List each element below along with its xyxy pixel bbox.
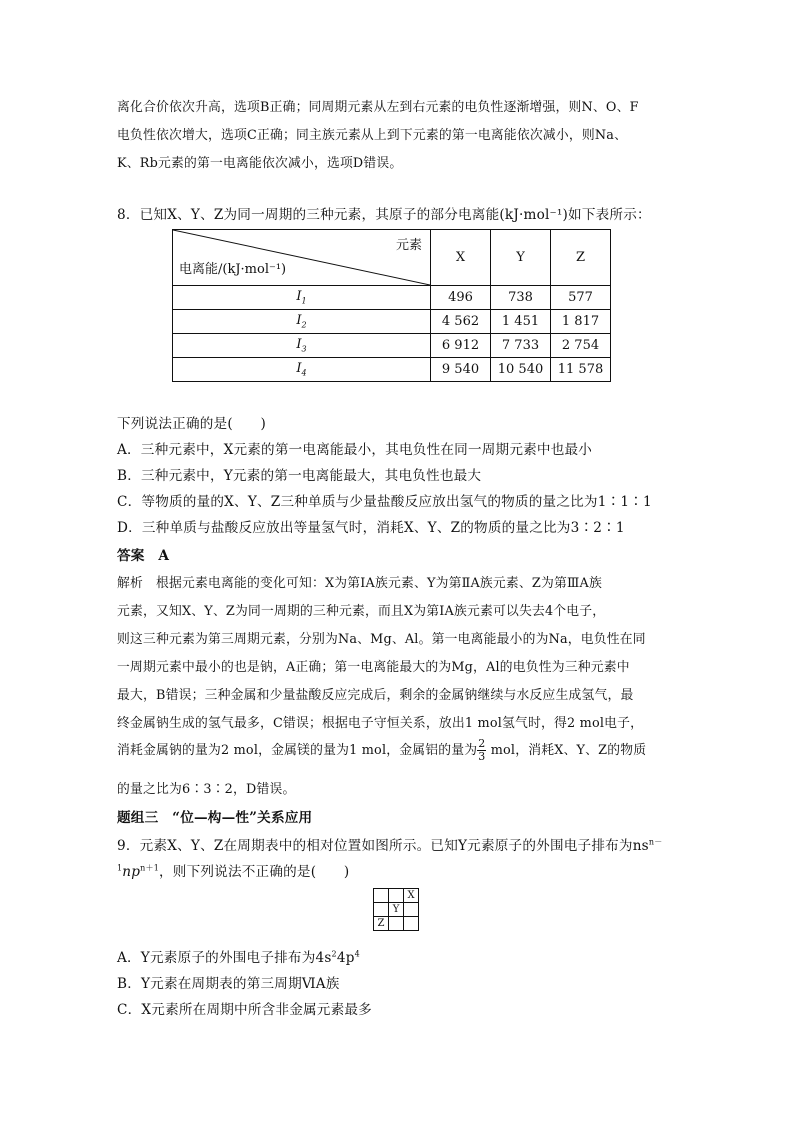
row-label: $I_3$	[173, 334, 431, 358]
analysis-line: 最大，B错误；三种金属和少量盐酸反应完成后，剩余的金属钠继续与水反应生成氢气，最	[117, 688, 634, 703]
ionization-energy-table	[172, 229, 611, 382]
analysis-line: 的量之比为6∶3∶2，D错误。	[117, 782, 296, 797]
q8-prompt: 下列说法正确的是( )	[117, 416, 266, 432]
table-cell: 2 754	[551, 334, 611, 358]
grid-cell	[374, 889, 389, 903]
row-label: $I_2$	[173, 310, 431, 334]
q8-option-b: B．三种元素中，Y元素的第一电离能最大，其电负性也最大	[117, 468, 482, 484]
column-header-x: X	[431, 230, 491, 286]
analysis-fraction-line: 消耗金属钠的量为2 mol，金属镁的量为1 mol，金属铝的量为 $\frac{2}{3}$ mol，消耗X、Y、Z的物质	[117, 737, 647, 763]
table-cell: 4 562	[431, 310, 491, 334]
q8-stem: 8．已知X、Y、Z为同一周期的三种元素，其原子的部分电离能(kJ·mol⁻¹)如下表所示：	[117, 207, 651, 223]
table-cell: 1 451	[491, 310, 551, 334]
table-row	[173, 334, 611, 358]
grid-cell	[374, 903, 389, 917]
table-cell: 9 540	[431, 358, 491, 382]
table-row	[173, 310, 611, 334]
grid-cell	[404, 917, 419, 931]
column-header-y: Y	[491, 230, 551, 286]
group-heading: 题组三 “位—构—性”关系应用	[117, 810, 313, 826]
table-cell: 6 912	[431, 334, 491, 358]
q8-option-a: A．三种元素中，X元素的第一电离能最小，其电负性在同一周期元素中也最小	[117, 442, 593, 458]
analysis-line: 解析 根据元素电离能的变化可知：X为第ⅠA族元素、Y为第ⅡA族元素、Z为第ⅢA族	[117, 576, 602, 591]
analysis-line: 则这三种元素为第三周期元素，分别为Na、Mg、Al。第一电离能最小的为Na，电负性在同	[117, 632, 646, 647]
table-cell: 738	[491, 286, 551, 310]
analysis-line: 终金属钠生成的氢气最多，C错误；根据电子守恒关系，放出1 mol氢气时，得2 mol电子，	[117, 716, 644, 731]
header-energy-label: 电离能/(kJ·mol⁻¹)	[179, 262, 287, 277]
q9-option-b: B．Y元素在周期表的第三周期ⅥA族	[117, 976, 340, 992]
table-cell: 1 817	[551, 310, 611, 334]
table-row	[173, 286, 611, 310]
q9-stem-line-2: $^1np^{n+1}$，则下列说法不正确的是( )	[117, 863, 350, 880]
intro-line-1: 离化合价依次升高，选项B正确；同周期元素从左到右元素的电负性逐渐增强，则N、O、F	[117, 100, 639, 115]
header-element-label: 元素	[395, 238, 422, 253]
grid-cell	[404, 903, 419, 917]
table-corner-header	[173, 230, 431, 286]
q8-option-c: C．等物质的量的X、Y、Z三种单质与少量盐酸反应放出氢气的物质的量之比为1∶1∶1	[117, 494, 652, 510]
grid-cell: Y	[389, 903, 404, 917]
intro-line-2: 电负性依次增大，选项C正确；同主族元素从上到下元素的第一电离能依次减小，则Na、	[117, 128, 628, 143]
table-cell: 577	[551, 286, 611, 310]
q8-option-d: D．三种单质与盐酸反应放出等量氢气时，消耗X、Y、Z的物质的量之比为3∶2∶1	[117, 520, 625, 536]
fraction-two-thirds: $\frac{2}{3}$	[478, 737, 486, 763]
analysis-line: 一周期元素中最小的也是钠，A正确；第一电离能最大的为Mg，Al的电负性为三种元素中	[117, 660, 630, 675]
intro-line-3: K、Rb元素的第一电离能依次减小，选项D错误。	[117, 156, 403, 171]
q8-answer: 答案 A	[117, 548, 170, 564]
table-cell: 7 733	[491, 334, 551, 358]
row-label: $I_1$	[173, 286, 431, 310]
q9-option-a: A．Y元素原子的外围电子排布为$4s^24p^4$	[117, 949, 360, 966]
grid-cell	[389, 917, 404, 931]
table-cell: 11 578	[551, 358, 611, 382]
grid-cell: Z	[374, 917, 389, 931]
grid-cell: X	[404, 889, 419, 903]
table-cell: 496	[431, 286, 491, 310]
row-label: $I_4$	[173, 358, 431, 382]
periodic-position-grid	[373, 888, 419, 931]
table-cell: 10 540	[491, 358, 551, 382]
grid-cell	[389, 889, 404, 903]
column-header-z: Z	[551, 230, 611, 286]
table-row	[173, 358, 611, 382]
q9-option-c: C．X元素所在周期中所含非金属元素最多	[117, 1002, 372, 1018]
q9-stem-line-1: 9．元素X、Y、Z在周期表中的相对位置如图所示。已知Y元素原子的外围电子排布为$ns^{n-}$	[117, 837, 663, 854]
analysis-line: 元素，又知X、Y、Z为同一周期的三种元素，而且X为第ⅠA族元素可以失去4个电子，	[117, 604, 606, 619]
